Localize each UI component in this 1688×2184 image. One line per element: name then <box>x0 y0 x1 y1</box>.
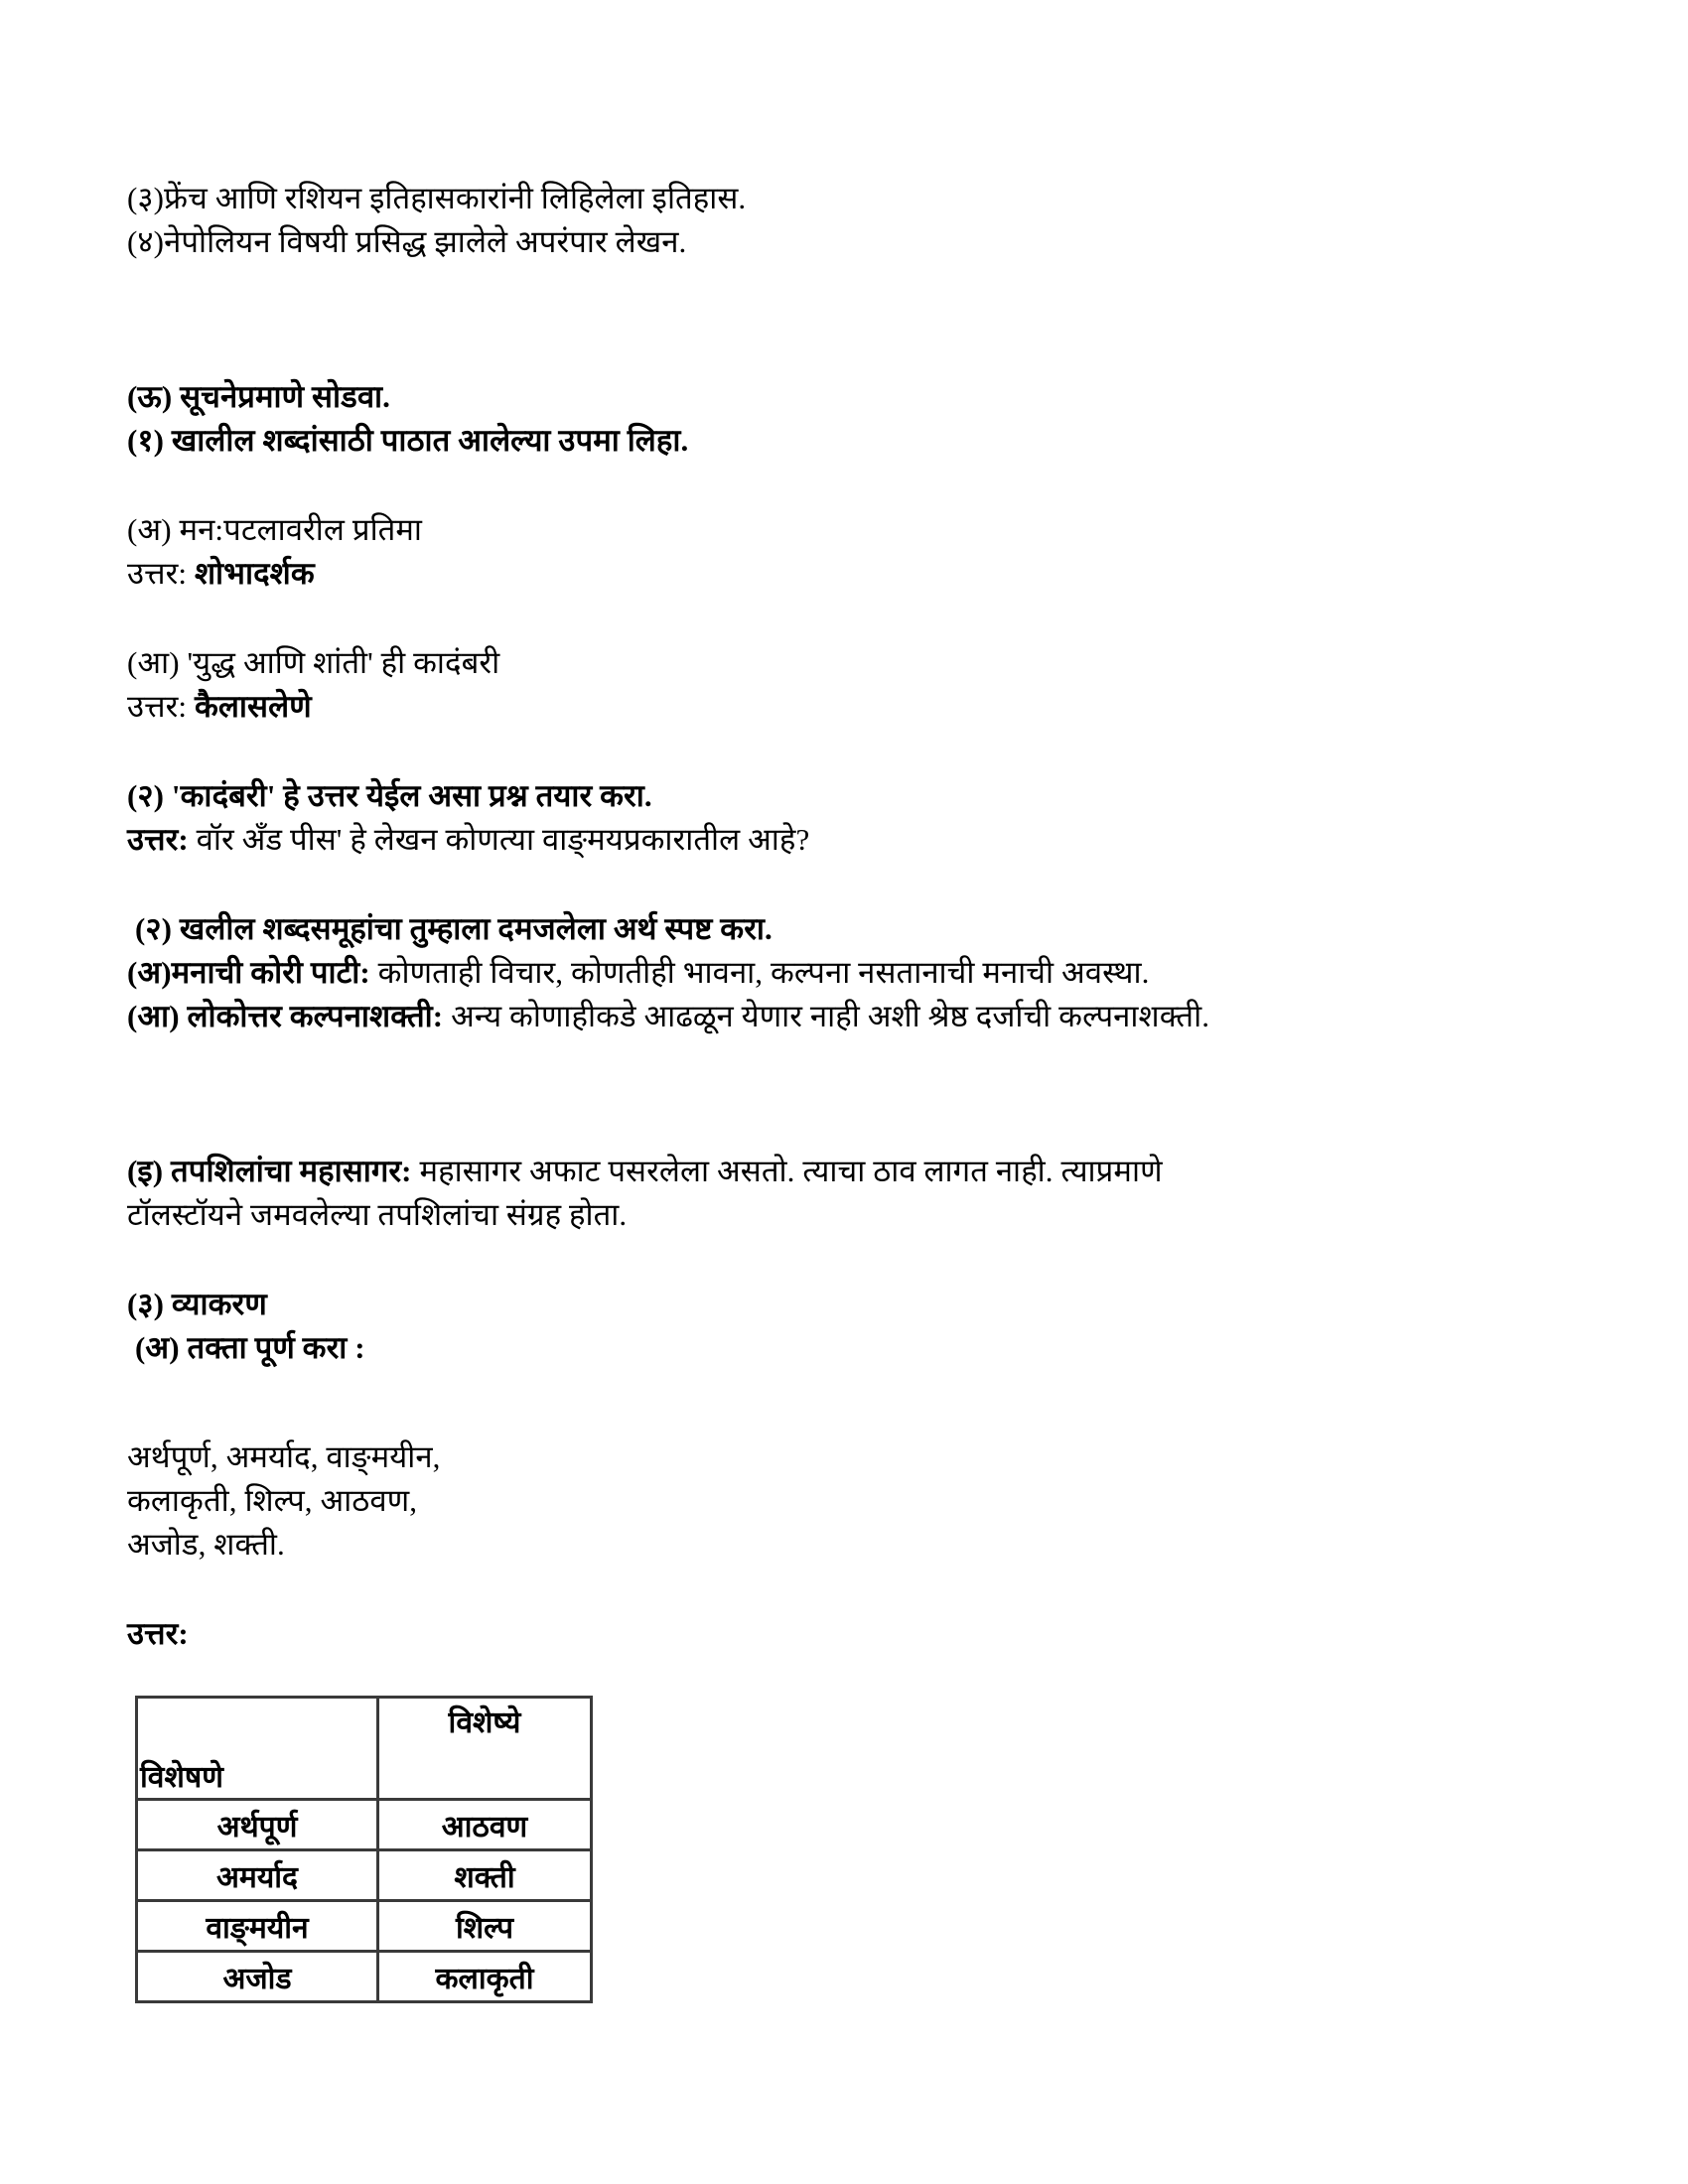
table-cell-adjective: अर्थपूर्ण <box>137 1800 378 1850</box>
q2b-entry-c-meaning-1: महासागर अफाट पसरलेला असतो. त्याचा ठाव लागत नाही. त्याप्रमाणे <box>419 1154 1163 1189</box>
table-row <box>137 1850 592 1901</box>
table-cell-noun: कलाकृती <box>378 1952 592 2002</box>
table-cell-noun: शिल्प <box>378 1901 592 1952</box>
grammar-subheading: (अ) तक्ता पूर्ण करा : <box>135 1330 365 1366</box>
grammar-table <box>135 1696 593 2003</box>
q2-heading: (२) 'कादंबरी' हे उत्तर येईल असा प्रश्न तयार करा. <box>127 778 652 814</box>
table-cell-noun: शक्ती <box>378 1850 592 1901</box>
q2b-entry-a-term: (अ)मनाची कोरी पाटी <box>127 955 360 991</box>
grammar-word-line-3: अजोड, शक्ती. <box>127 1527 285 1563</box>
spacer <box>127 729 1597 774</box>
table-row <box>137 1800 592 1850</box>
table-row <box>137 1952 592 2002</box>
q2b-entry-a-sep: : <box>359 955 370 991</box>
q2-answer: वॉर अँड पीस' हे लेखन कोणत्या वाङ्‌मयप्रकारातील आहे? <box>196 822 810 858</box>
q2b-entry-c-line1 <box>127 1150 1597 1193</box>
q1-item-a-answer-row <box>127 552 1597 596</box>
table-header-row <box>137 1698 592 1800</box>
spacer <box>127 463 1597 508</box>
answer-label: उत्तर: <box>127 689 188 725</box>
table-header-adjectives: विशेषणे <box>137 1698 378 1800</box>
q1-item-b-answer-row <box>127 685 1597 729</box>
table-cell-adjective: अजोड <box>137 1952 378 2002</box>
grammar-table-wrap <box>127 1696 1597 2003</box>
table-row <box>137 1901 592 1952</box>
spacer <box>127 1038 1597 1150</box>
section-u-heading: (ऊ) सूचनेप्रमाणे सोडवा. <box>127 379 391 415</box>
q2b-entry-a-meaning: कोणताही विचार, कोणतीही भावना, कल्पना नसतानाची मनाची अवस्था. <box>377 955 1150 991</box>
spacer <box>127 862 1597 907</box>
q1-item-b-prompt: (आ) 'युद्ध आणि शांती' ही कादंबरी <box>127 645 500 681</box>
table-cell-noun: आठवण <box>378 1800 592 1850</box>
grammar-word-line-2: कलाकृती, शिल्प, आठवण, <box>127 1483 418 1519</box>
spacer <box>127 596 1597 641</box>
spacer <box>127 1237 1597 1283</box>
q2b-entry-b-sep: : <box>432 999 444 1034</box>
q2b-heading: (२) खलील शब्दसमूहांचा तुम्हाला दमजलेला अर्थ स्पष्ट करा. <box>135 911 773 947</box>
q1-item-b-answer: कैलासलेणे <box>194 689 312 725</box>
q2-answer-row <box>127 818 1597 862</box>
grammar-heading: (३) व्याकरण <box>127 1287 267 1322</box>
section-u-q1-heading: (१) खालील शब्दांसाठी पाठात आलेल्या उपमा लिहा. <box>127 423 689 459</box>
table-header-nouns: विशेष्ये <box>378 1698 592 1800</box>
table-cell-adjective: वाङ्‌मयीन <box>137 1901 378 1952</box>
spacer <box>127 264 1597 375</box>
q2b-entry-c-line2: टॉलस्टॉयने जमवलेल्या तपशिलांचा संग्रह होता. <box>127 1197 628 1233</box>
q2b-entry-b <box>127 995 1597 1038</box>
q2b-entry-b-meaning: अन्य कोणाहीकडे आढळून येणार नाही अशी श्रेष्ठ दर्जाची कल्पनाशक्ती. <box>451 999 1210 1034</box>
q2b-entry-b-term: (आ) लोकोत्तर कल्पनाशक्ती <box>127 999 433 1034</box>
table-cell-adjective: अमर्याद <box>137 1850 378 1901</box>
q2b-entry-c-sep: : <box>401 1154 412 1189</box>
spacer <box>127 1567 1597 1612</box>
answer-label: उत्तर: <box>127 556 188 592</box>
document-body <box>127 177 1597 2003</box>
top-item-4: (४)नेपोलियन विषयी प्रसिद्ध झालेले अपरंपार लेखन. <box>127 224 687 260</box>
spacer <box>127 1370 1597 1435</box>
q2b-entry-a <box>127 951 1597 995</box>
q2b-entry-c-term: (इ) तपशिलांचा महासागर <box>127 1154 402 1189</box>
q1-item-a-prompt: (अ) मन:पटलावरील प्रतिमा <box>127 512 423 548</box>
answer-label: उत्तर: <box>127 822 189 858</box>
top-item-3: (३)फ्रेंच आणि रशियन इतिहासकारांनी लिहिलेला इतिहास. <box>127 181 747 215</box>
grammar-answer-label: उत्तर: <box>127 1616 189 1652</box>
grammar-word-line-1: अर्थपूर्ण, अमर्याद, वाङ्‌मयीन, <box>127 1439 441 1475</box>
q1-item-a-answer: शोभादर्शक <box>194 556 315 592</box>
